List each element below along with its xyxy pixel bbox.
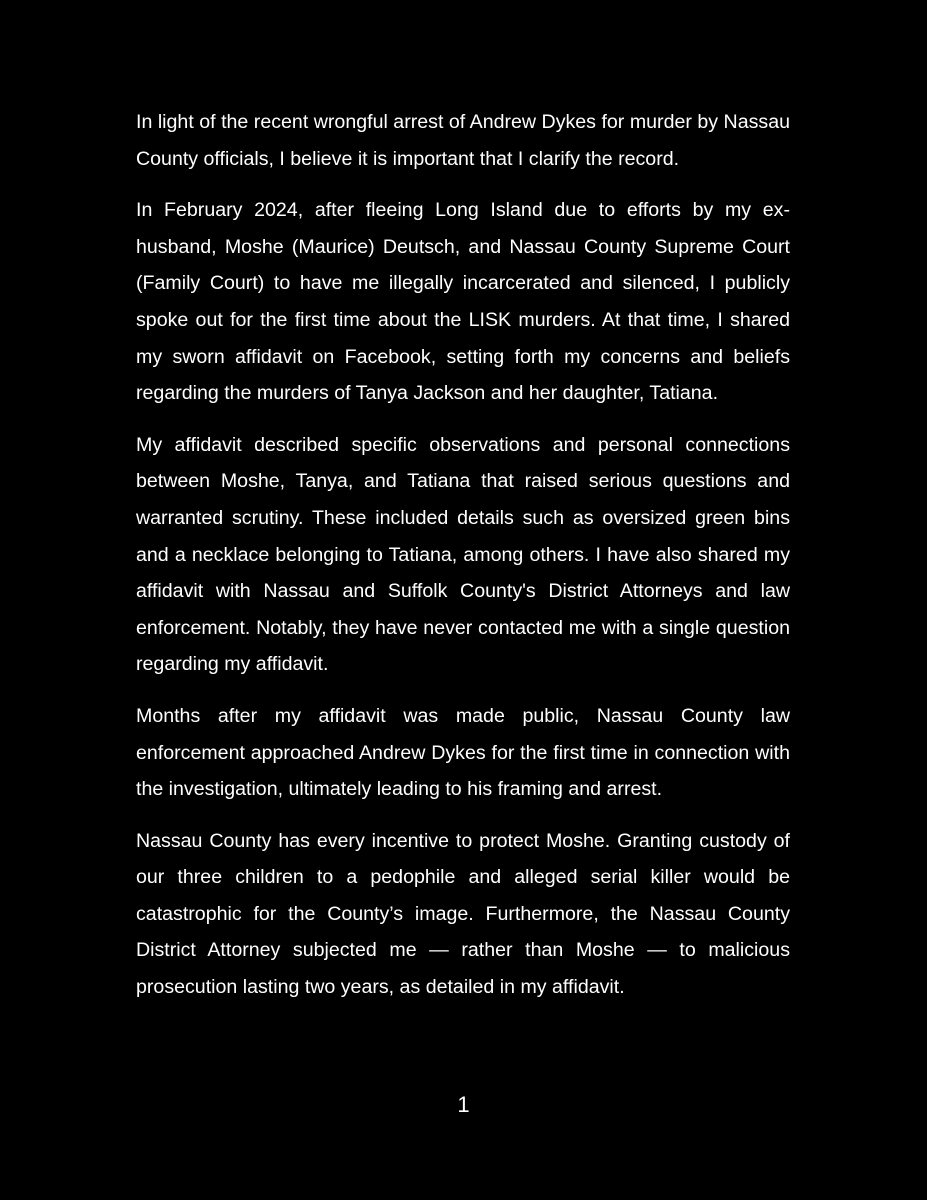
page-number: 1 [457, 1092, 470, 1117]
paragraph-1: In light of the recent wrongful arrest of Andrew Dykes for murder by Nassau County officials, I believe it is important that I clarify the record. [136, 111, 790, 170]
paragraph-2: In February 2024, after fleeing Long Island due to efforts by my ex-husband, Moshe (Maurice) Deutsch, and Nassau County Supreme Court (Family Court) to have me illegally incarcerated and silenced, I publicly spoke out for the first time about the LISK murders. At that time, I shared my sworn affidavit on Facebook, setting forth my concerns and beliefs regarding the murders of Tanya Jackson and her daughter, Tatiana. [136, 199, 790, 405]
paragraph-3: My affidavit described specific observations and personal connections between Moshe, Tanya, and Tatiana that raised serious questions and warranted scrutiny. These included details such as oversized green bins and a necklace belonging to Tatiana, among others. I have also shared my affidavit with Nassau and Suffolk County's District Attorneys and law enforcement. Notably, they have never contacted me with a single question regarding my affidavit. [136, 433, 790, 676]
document-body [136, 104, 790, 1021]
paragraph-5: Nassau County has every incentive to protect Moshe. Granting custody of our three children to a pedophile and alleged serial killer would be catastrophic for the County’s image. Furthermore, the Nassau County District Attorney subjected me — rather than Moshe — to malicious prosecution lasting two years, as detailed in my affidavit. [136, 829, 790, 999]
paragraph-4: Months after my affidavit was made public, Nassau County law enforcement approached Andrew Dykes for the first time in connection with the investigation, ultimately leading to his framing and arrest. [136, 704, 790, 801]
